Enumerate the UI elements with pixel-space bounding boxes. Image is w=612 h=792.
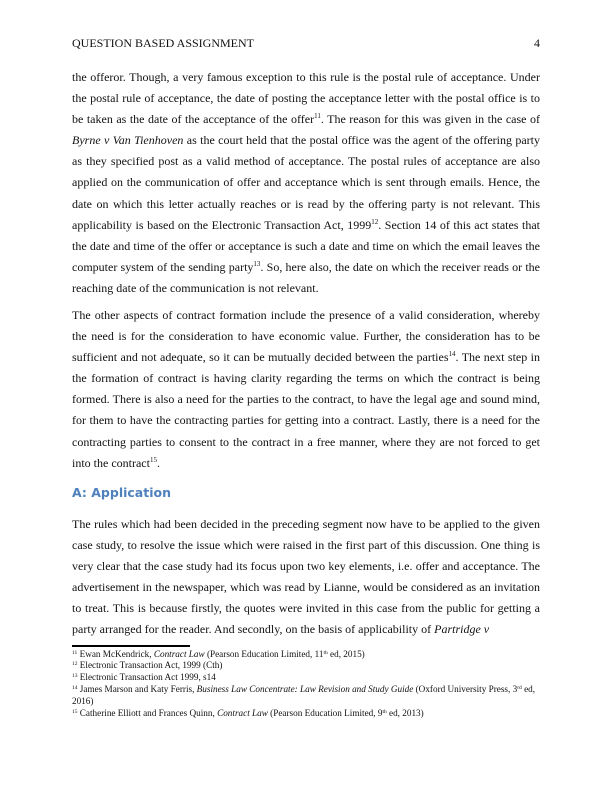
text-line [72, 326, 540, 347]
superscript: th [323, 650, 328, 656]
text-line [72, 278, 540, 299]
text-run: Electronic Transaction Act, 1999 (Cth) [77, 660, 223, 670]
text-run: the date and time of the offer or acceptance is such a date and time on which the email leaves the [72, 238, 540, 253]
text-line [72, 215, 540, 236]
text-run: party arranged for the reader. And secondly, on the basis of applicability of [72, 622, 435, 637]
text-line [72, 514, 540, 535]
text-run: as they specified post as a valid method of acceptance. The postal rules of acceptance are also [72, 154, 540, 169]
paragraph-application [72, 514, 540, 641]
text-run: ed, 2013) [386, 708, 424, 718]
footnote-separator [72, 645, 190, 647]
footnote [72, 708, 540, 720]
text-line [72, 556, 540, 577]
text-run: computer system of the sending party [72, 259, 254, 274]
text-line [72, 305, 540, 326]
text-line [72, 389, 540, 410]
text-line [72, 410, 540, 431]
footnote [72, 660, 540, 672]
italic-text: Contract Law [217, 708, 268, 718]
text-line [72, 130, 540, 151]
running-header-title: QUESTION BASED ASSIGNMENT [72, 36, 255, 50]
superscript: 12 [72, 661, 78, 667]
text-run: for them to have the contracting parties for getting into a contract. Lastly, there is a need for the [72, 413, 540, 428]
superscript: 15 [72, 709, 78, 715]
text-line [72, 257, 540, 278]
text-run: the need is for the consideration to have economic value. Further, the consideration has to be [72, 329, 540, 344]
text-run: into the contract [72, 455, 150, 470]
text-line [72, 453, 540, 474]
footnote [72, 672, 540, 684]
text-line [72, 347, 540, 368]
text-run: . [156, 455, 160, 470]
text-run: (Pearson Education Limited, 9 [267, 708, 383, 718]
superscript: 14 [448, 350, 456, 359]
text-run: the postal rule of acceptance, the date of posting the acceptance letter with the postal office is to [72, 91, 540, 106]
italic-text: Business Law Concentrate: Law Revision and Study Guide [196, 684, 414, 694]
footnote [72, 684, 540, 707]
text-line [72, 535, 540, 556]
page-number: 4 [534, 36, 540, 50]
text-line [72, 619, 540, 640]
text-run: advertisement in the newspaper, which was read by Lianne, would be considered as an invitation [72, 580, 540, 595]
text-run: ed, 2016) [72, 684, 536, 706]
text-run: very clear that the case study had its focus upon two key elements, i.e. offer and acceptance. The [72, 559, 540, 574]
text-run: (Pearson Education Limited, 11 [204, 649, 324, 659]
text-line [72, 194, 540, 215]
text-run: contracting parties to consent to the contract in a free manner, where they are not forced to get [72, 434, 540, 449]
superscript: 12 [371, 217, 379, 226]
text-line [72, 236, 540, 257]
text-line [72, 577, 540, 598]
paragraph-contract-formation [72, 305, 540, 474]
superscript: 11 [72, 650, 78, 656]
superscript: 11 [314, 112, 321, 121]
text-run: reaching date of the communication is not relevant. [72, 280, 319, 295]
text-run: as the court held that the postal office was the agent of the offering party [183, 133, 540, 148]
superscript: rd [517, 685, 522, 691]
text-line [72, 88, 540, 109]
italic-text: Byrne v Van Tienhoven [72, 133, 184, 148]
text-run: the offeror. Though, a very famous exception to this rule is the postal rule of acceptance. Under [72, 70, 540, 84]
text-run: (Oxford University Press, 3 [413, 684, 518, 694]
text-run: formed. There is also a need for the parties to the contract, to have the legal age and sound mind, [72, 392, 540, 407]
text-line [72, 172, 540, 193]
superscript: 15 [149, 455, 157, 464]
text-run: applicability is based on the Electronic Transaction Act, 1999 [72, 217, 372, 232]
italic-text: Contract Law [153, 649, 205, 659]
superscript: 13 [72, 673, 78, 679]
text-run: ed, 2015) [327, 649, 365, 659]
text-line [72, 109, 540, 130]
text-run: Electronic Transaction Act 1999, s14 [77, 672, 216, 682]
text-line [72, 598, 540, 619]
text-run: to treat. This is because firstly, the quotes were invited in this case from the public for getting a [72, 601, 540, 616]
text-run: The other aspects of contract formation include the presence of a valid consideration, whereby [72, 308, 540, 322]
text-run: applied on the communication of offer and acceptance which is sent through emails. Hence, the [72, 175, 540, 190]
text-line [72, 67, 540, 88]
paragraph-postal-rule [72, 67, 540, 299]
text-line [72, 432, 540, 453]
text-run: be taken as the date of the acceptance of the offer [72, 112, 315, 127]
text-run: The rules which had been decided in the preceding segment now have to be applied to the given [72, 517, 540, 531]
text-line [72, 368, 540, 389]
text-run: Ewan McKendrick, [77, 649, 154, 659]
superscript: 14 [72, 685, 78, 691]
text-run: . The reason for this was given in the case of [320, 112, 540, 127]
text-run: date on which this letter actually reaches or is read by the offering party is not relevant. This [72, 196, 540, 211]
text-run: sufficient and not adequate, so it can be mutually decided between the parties [72, 350, 449, 365]
text-line [72, 151, 540, 172]
text-run: case study, to resolve the issue which were raised in the first part of this discussion. One thing is [72, 538, 540, 553]
text-run: . The next step in [455, 350, 540, 365]
text-run: . So, here also, the date on which the receiver reads or the [260, 259, 541, 274]
superscript: 13 [253, 259, 261, 268]
text-run: Catherine Elliott and Frances Quinn, [77, 708, 218, 718]
superscript: th [382, 709, 387, 715]
italic-text: Partridge v [434, 622, 490, 637]
section-heading-application: A: Application [72, 485, 171, 500]
text-run: the formation of contract is having clarity regarding the terms on which the contract is being [72, 371, 540, 386]
footnote [72, 649, 540, 661]
text-run: . Section 14 of this act states that [378, 217, 541, 232]
text-run: James Marson and Katy Ferris, [77, 684, 197, 694]
